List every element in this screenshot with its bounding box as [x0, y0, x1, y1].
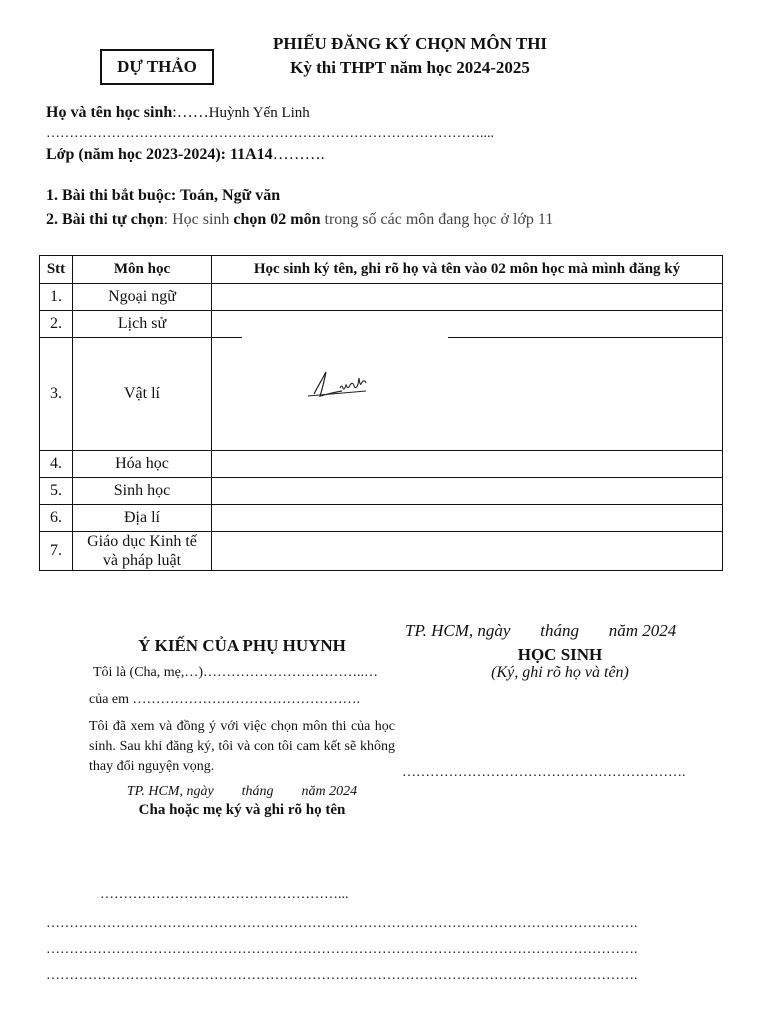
instruction-elective-post: trong số các môn đang học ở lớp 11 — [320, 211, 554, 228]
parent-name-line: Tôi là (Cha, mẹ,…)……………………………..… — [93, 665, 379, 680]
row-signature-cell[interactable] — [212, 478, 723, 505]
instruction-mandatory: 1. Bài thi bắt buộc: Toán, Ngữ văn — [46, 187, 281, 204]
footer-dots-line: ………………………………………………………………………………………………………………. — [46, 968, 638, 983]
row-stt: 3. — [40, 338, 73, 451]
row-subject: Giáo dục Kinh tế và pháp luật — [73, 532, 212, 571]
row-stt: 1. — [40, 284, 73, 311]
row-subject: Ngoại ngữ — [73, 284, 212, 311]
row-stt: 6. — [40, 505, 73, 532]
table-row — [40, 284, 723, 311]
student-name-label: Họ và tên học sinh — [46, 104, 173, 121]
parent-date-line: TP. HCM, ngày tháng năm 2024 — [126, 784, 358, 799]
row-stt: 4. — [40, 451, 73, 478]
draft-label: DỰ THẢO — [117, 57, 197, 76]
row-signature-cell[interactable] — [212, 311, 723, 338]
table-row — [40, 451, 723, 478]
row-subject: Lịch sử — [73, 311, 212, 338]
row-stt: 7. — [40, 532, 73, 571]
header-signature: Học sinh ký tên, ghi rõ họ và tên vào 02 môn học mà mình đăng ký — [212, 256, 723, 284]
table-row — [40, 478, 723, 505]
row-signature-cell[interactable] — [212, 284, 723, 311]
table-row — [40, 505, 723, 532]
row-signature-cell[interactable] — [212, 505, 723, 532]
handwritten-signature-icon — [242, 336, 448, 432]
parent-child-line: của em …………………………………………. — [89, 692, 361, 707]
row-signature-cell[interactable] — [212, 338, 723, 451]
draft-stamp — [100, 49, 214, 85]
instruction-elective-label: 2. Bài thi tự chọn — [46, 211, 164, 228]
row-signature-cell[interactable] — [212, 532, 723, 571]
row-subject: Hóa học — [73, 451, 212, 478]
student-sign-dots: ……………………………………………………. — [402, 765, 686, 780]
row-subject: Sinh học — [73, 478, 212, 505]
student-dots-line: ………………………………………………………………………………….... — [46, 126, 494, 141]
student-name-value: Huỳnh Yến Linh — [208, 105, 310, 121]
row-stt: 2. — [40, 311, 73, 338]
form-subtitle: Kỳ thi THPT năm học 2024-2025 — [290, 58, 530, 77]
class-suffix: ………. — [272, 146, 325, 163]
header-stt: Stt — [40, 256, 73, 284]
footer-dots-line: ………………………………………………………………………………………………………………. — [46, 916, 638, 931]
class-label: Lớp (năm học 2023-2024): 11A14 — [46, 146, 273, 163]
class-line — [46, 146, 325, 164]
row-stt: 5. — [40, 478, 73, 505]
form-title: PHIẾU ĐĂNG KÝ CHỌN MÔN THI — [272, 34, 548, 53]
header-subject: Môn học — [73, 256, 212, 284]
student-name-line — [46, 104, 310, 122]
student-date-line: TP. HCM, ngày tháng năm 2024 — [405, 621, 677, 640]
instruction-elective — [46, 211, 553, 229]
parent-sign-label: Cha hoặc mẹ ký và ghi rõ họ tên — [138, 802, 346, 818]
table-header-row — [40, 256, 723, 284]
parent-consent-text: Tôi đã xem và đồng ý với việc chọn môn thi của học sinh. Sau khi đăng ký, tôi và con tôi cam kết sẽ không thay đổi nguyện vọng. — [89, 719, 395, 774]
table-row — [40, 338, 723, 451]
table-row — [40, 311, 723, 338]
student-name-prefix: :…… — [172, 104, 209, 121]
instruction-elective-pre: : Học sinh — [163, 211, 234, 228]
table-row — [40, 532, 723, 571]
parent-section-title: Ý KIẾN CỦA PHỤ HUYNH — [138, 636, 346, 655]
student-sign-title: HỌC SINH — [517, 645, 603, 664]
row-signature-cell[interactable] — [212, 451, 723, 478]
instruction-elective-highlight: chọn 02 môn — [233, 211, 321, 228]
signature-image — [242, 336, 448, 432]
subject-registration-table — [39, 255, 723, 571]
parent-sign-dots: ……………………………………………... — [100, 887, 349, 902]
student-sign-subtitle: (Ký, ghi rõ họ và tên) — [491, 664, 629, 681]
footer-dots-line: ………………………………………………………………………………………………………………. — [46, 942, 638, 957]
row-subject: Vật lí — [73, 338, 212, 451]
row-subject: Địa lí — [73, 505, 212, 532]
